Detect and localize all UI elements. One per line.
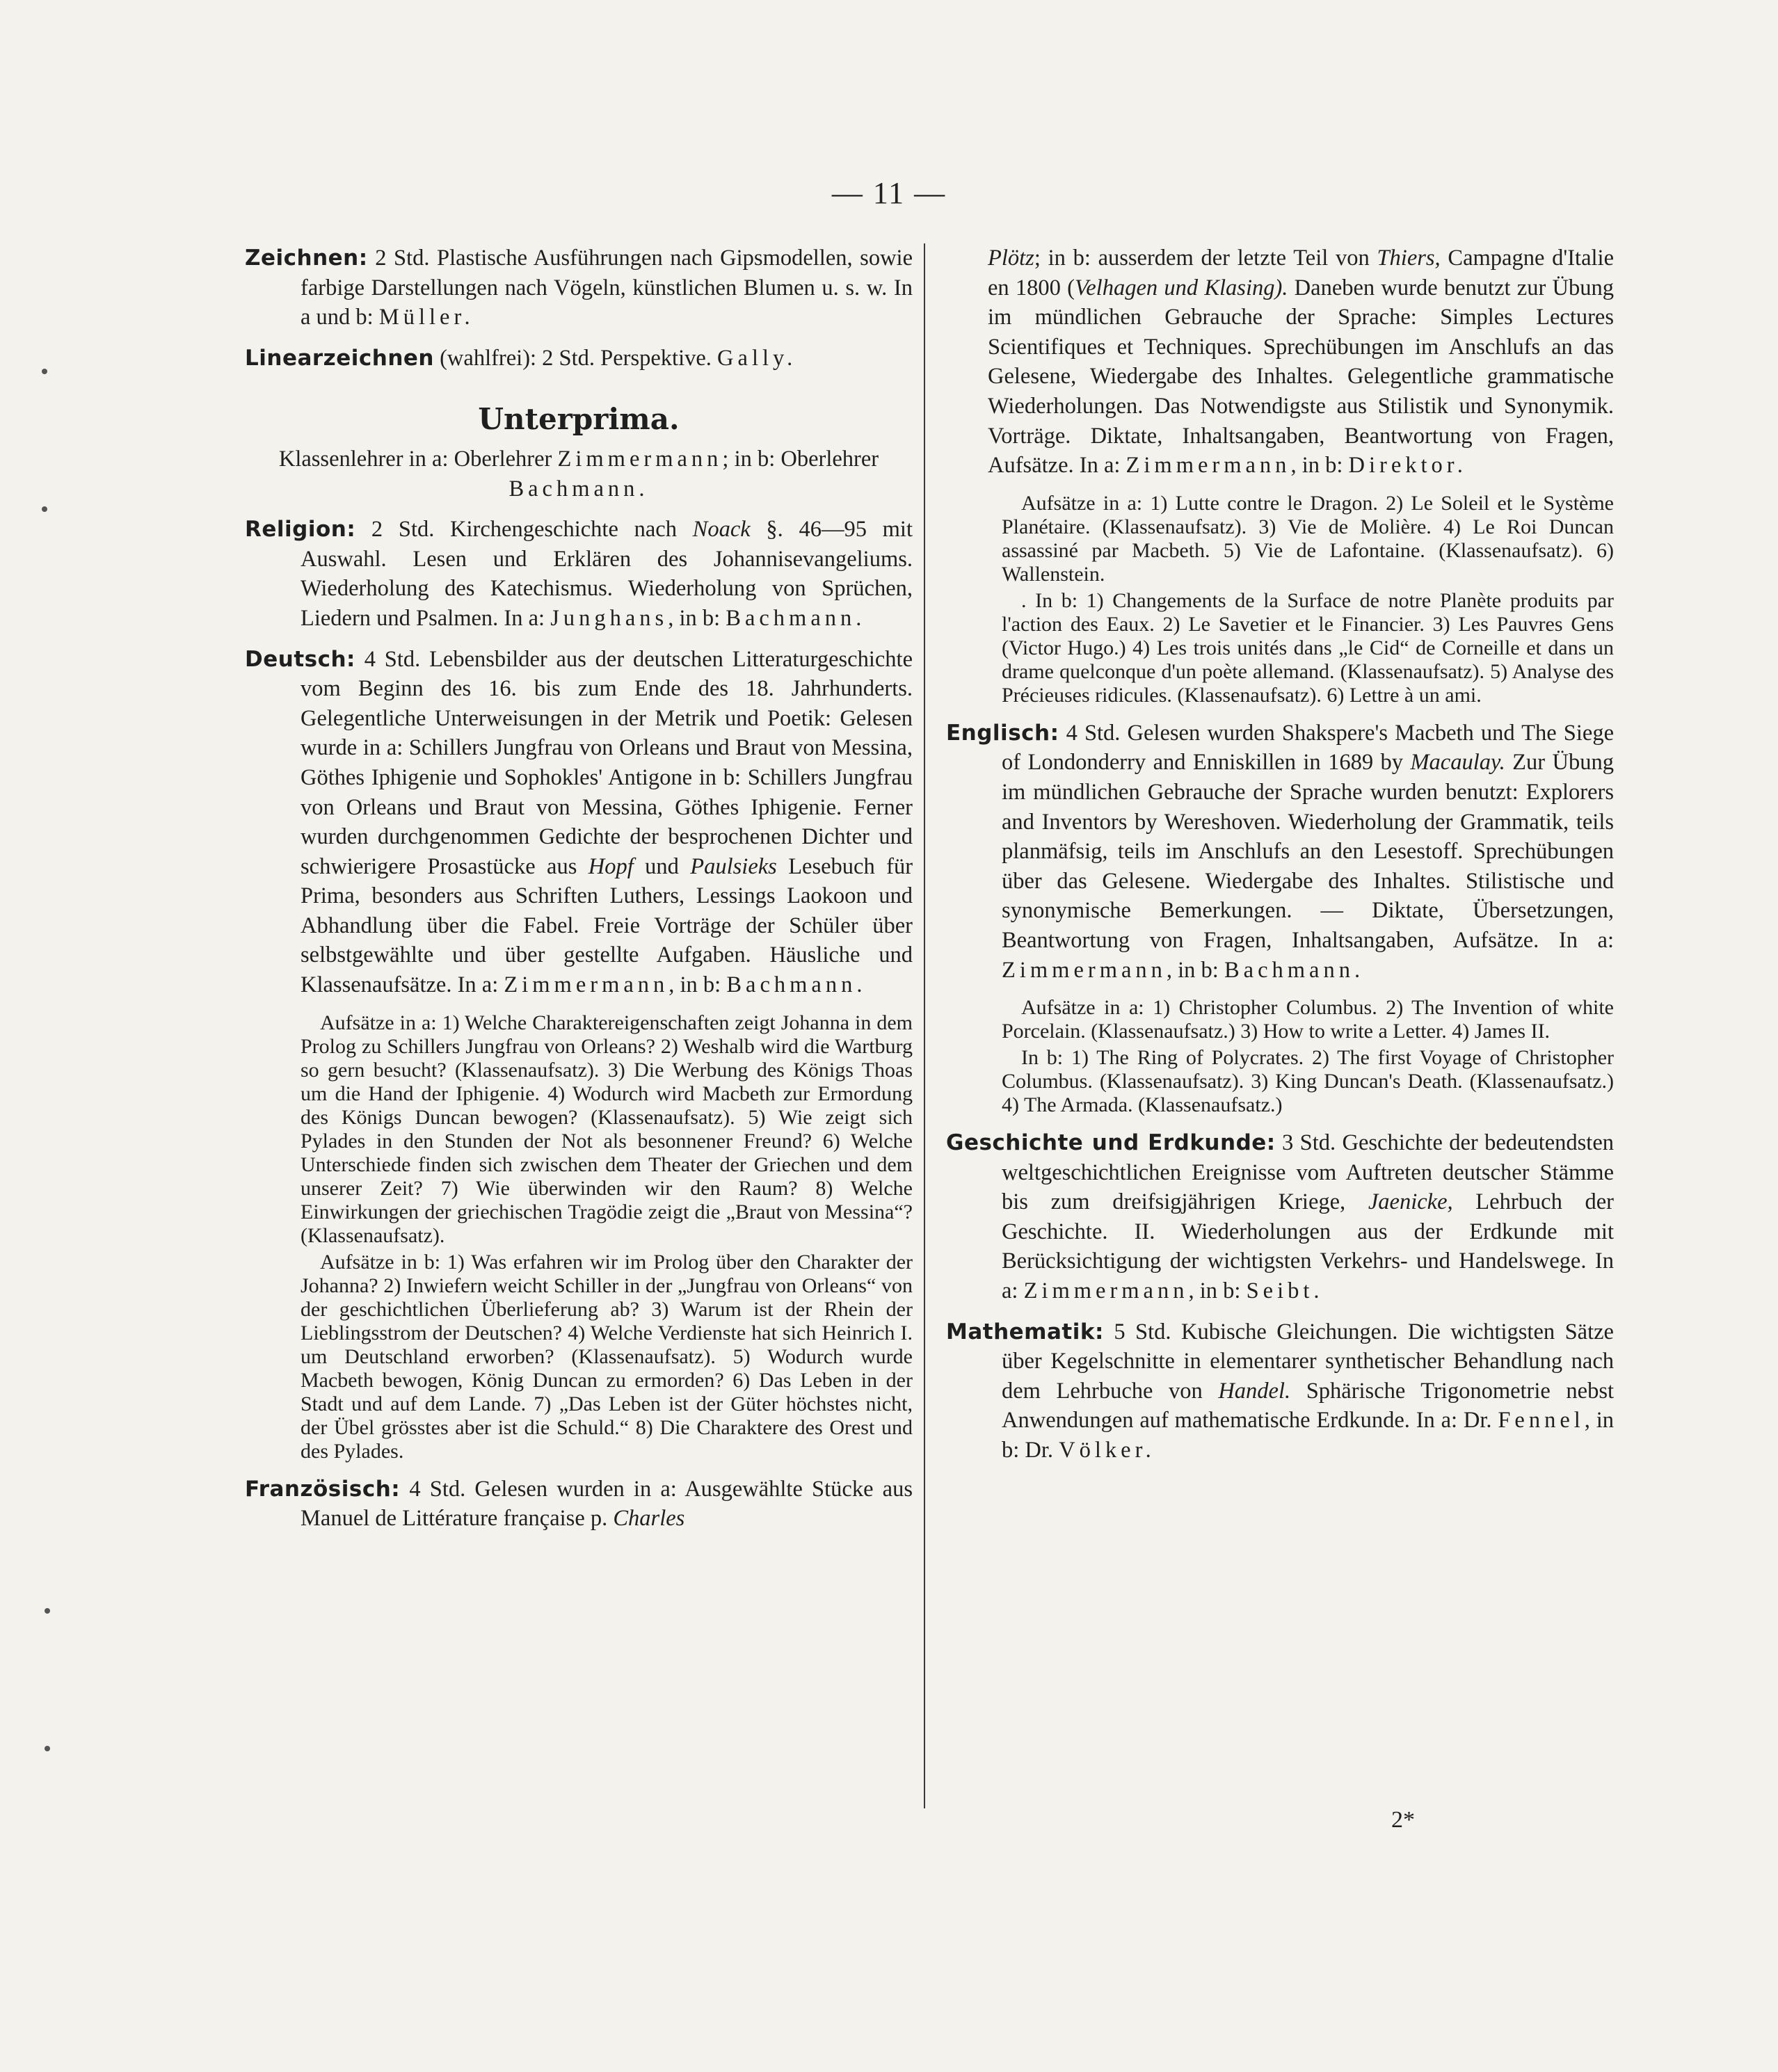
deutsch-teacher-b: Bachmann.: [726, 972, 867, 998]
mathematik-author: Handel.: [1218, 1378, 1291, 1404]
deutsch-text4: , in b:: [668, 972, 727, 998]
englisch-author: Macaulay.: [1410, 750, 1505, 776]
franzoesisch-heading: Französisch:: [245, 1476, 401, 1502]
religion-text1: 2 Std. Kirchengeschichte nach: [355, 517, 693, 543]
englisch-text1: 4 Std. Gelesen wurden Shakspere's Macbeth und The Siege of Londonderry and Enniskillen in 1689 by: [1002, 720, 1614, 776]
deutsch-text3: Lesebuch für Prima, besonders aus Schriften Luthers, Lessings Laokoon und Abhandlung über die Fabel. Freie Vorträge der Schüler über selbstgewählte und über gestellte Aufgaben. Häusliche und Klassenaufsätze. In a:: [301, 853, 913, 998]
franz-aufsaetze-a: Aufsätze in a: 1) Lutte contre le Dragon. 2) Le Soleil et le Système Planétaire. (Klassenaufsatz). 3) Vie de Molière. 4) Le Roi Duncan assassiné par Macbeth. 5) Vie de Lafontaine. (Klassenaufsatz). 6) Wallenstein.: [1002, 491, 1614, 586]
franz-aufsaetze-b: . In b: 1) Changements de la Surface de notre Planète produits par l'action des Eaux. 2) Le Savetier et le Financier. 3) Les Pauvres Gens (Victor Hugo.) 4) Les trois unités dans „le Cid“ de Corneille et dans un drame quelconque d'un poète allemand. (Klassenaufsatz). 5) Analyse des Précieuses ridicules. (Klassenaufsatz). 6) Lettre à un ami.: [1002, 588, 1614, 707]
mathematik-entry: [946, 1317, 1614, 1465]
englisch-teacher-b: Bachmann.: [1224, 957, 1365, 983]
religion-text3: , in b:: [668, 605, 726, 631]
zeichnen-entry: [245, 243, 913, 332]
left-column: [245, 243, 913, 1545]
religion-book: Noack: [692, 517, 751, 543]
geschichte-entry: [946, 1128, 1614, 1306]
geschichte-heading: Geschichte und Erdkunde:: [946, 1130, 1276, 1156]
klassenlehrer-a: Zimmermann: [557, 446, 723, 472]
franz-author-thiers: Thiers,: [1377, 246, 1441, 271]
religion-text2: §. 46—95 mit Auswahl. Lesen und Erklären des Johannisevangeliums. Wiederholung des Katechismus. Wiederholung von Sprüchen, Liedern und Psalmen. In a:: [301, 517, 913, 631]
religion-teacher-b: Bachmann.: [726, 605, 866, 631]
religion-teacher-a: Junghans: [550, 605, 668, 631]
franz-publisher: Velhagen und Klasing).: [1074, 275, 1288, 300]
deutsch-text2: und: [633, 853, 691, 879]
column-divider: [924, 243, 925, 1808]
englisch-entry: [946, 718, 1614, 985]
margin-speck: [42, 506, 47, 512]
mathematik-teacher-a: Fennel: [1498, 1408, 1585, 1433]
mathematik-text3: , in b: Dr.: [1002, 1408, 1615, 1463]
klassenlehrer-line: [245, 444, 913, 504]
franzoesisch-continuation: [946, 243, 1614, 481]
religion-entry: [245, 515, 913, 633]
deutsch-text1: 4 Std. Lebensbilder aus der deutschen Litteraturgeschichte vom Beginn des 16. bis zum Ende des 18. Jahrhunderts. Gelegentliche Unterweisungen in der Metrik und Poetik: Gelesen wurde in a: Schillers Jungfrau von Orleans und Braut von Messina, Göthes Iphigenie und Sophokles' Antigone in b: Schillers Jungfrau von Orleans und Braut von Messina, Göthes Iphigenie. Ferner wurden durchgenommen Gedichte der besprochenen Dichter und schwierigere Prosastücke aus: [301, 646, 913, 879]
englisch-heading: Englisch:: [946, 720, 1059, 746]
zeichnen-text: 2 Std. Plastische Ausführungen nach Gipsmodellen, sowie farbige Darstellungen nach Vögeln, künstlichen Blumen u. s. w. In a und b:: [301, 246, 913, 330]
franz-author-ploetz: Plötz: [988, 246, 1034, 271]
linearzeichnen-heading: Linearzeichnen: [245, 345, 434, 371]
franz-cont-text3: Daneben wurde benutzt zur Übung im mündlichen Gebrauche der Sprache: Simples Lectures Scientifiques et Techniques. Sprechübungen im Anschlufs an das Gelesene, Wiedergabe des Inhaltes. Gelegentliche grammatische Wiederholungen. Das Notwendigste aus Stilistik und Synonymik. Vorträge. Diktate, Inhaltsangaben, Beantwortung von Fragen, Aufsätze. In a:: [988, 275, 1614, 479]
deutsch-book2: Paulsieks: [690, 853, 777, 879]
geschichte-text3: , in b:: [1188, 1278, 1247, 1304]
deutsch-heading: Deutsch:: [245, 646, 355, 672]
religion-heading: Religion:: [245, 517, 356, 543]
deutsch-teacher-a: Zimmermann: [504, 972, 669, 998]
page-number: — 11 —: [831, 176, 947, 210]
zeichnen-teacher: Müller.: [378, 305, 474, 330]
margin-speck: [45, 1608, 50, 1614]
margin-speck: [42, 369, 47, 374]
franzoesisch-text1: 4 Std. Gelesen wurden in a: Ausgewählte Stücke aus Manuel de Littérature française p.: [301, 1476, 913, 1532]
geschichte-text1: 3 Std. Geschichte der bedeutendsten weltgeschichtlichen Ereignisse vom Auftreten deutscher Stämme bis zum dreifsigjährigen Kriege,: [1002, 1130, 1614, 1215]
franzoesisch-author: Charles: [613, 1506, 685, 1532]
deutsch-aufsaetze-a: Aufsätze in a: 1) Welche Charaktereigenschaften zeigt Johanna in dem Prolog zu Schillers Jungfrau von Orleans? 2) Weshalb wird die Wartburg so gern besucht? (Klassenaufsatz). 3) Die Werbung des Königs Thoas um die Hand der Iphigenie. 4) Wodurch wird Macbeth zur Ermordung des Königs Duncan bewogen? (Klassenaufsatz). 5) Wie zeigt sich Pylades in den Stunden der Not als besonnener Freund? 6) Welche Unterschiede finden sich zwischen dem Theater der Griechen und dem unserer Zeit? 7) Wie überwinden wir den Raum? 8) Welche Einwirkungen der griechischen Tragödie zeigt die „Braut von Messina“? (Klassenaufsatz).: [301, 1011, 913, 1247]
franzoesisch-entry: [245, 1475, 913, 1534]
signature-mark: 2*: [1391, 1807, 1415, 1833]
franz-teacher-a: Zimmermann: [1126, 453, 1291, 479]
klassenlehrer-b: Bachmann.: [508, 476, 649, 501]
engl-aufsaetze-b: In b: 1) The Ring of Polycrates. 2) The first Voyage of Christopher Columbus. (Klassenaufsatz). 3) King Duncan's Death. (Klassenaufsatz.) 4) The Armada. (Klassenaufsatz.): [1002, 1046, 1614, 1117]
mathematik-teacher-b: Völker.: [1059, 1438, 1155, 1463]
margin-speck: [45, 1746, 50, 1751]
section-title: Unterprima.: [478, 402, 680, 437]
franz-cont-text1: ; in b: ausserdem der letzte Teil von: [1034, 246, 1377, 271]
geschichte-author: Jaenicke,: [1368, 1189, 1453, 1215]
klassenlehrer-prefix: Klassenlehrer in a: Oberlehrer: [278, 446, 558, 472]
mathematik-heading: Mathematik:: [946, 1319, 1104, 1344]
geschichte-teacher-b: Seibt.: [1246, 1278, 1324, 1304]
franz-cont-text4: , in b:: [1290, 453, 1349, 479]
mathematik-text1: 5 Std. Kubische Gleichungen. Die wichtigsten Sätze über Kegelschnitte in elementarer synthetischer Behandlung nach dem Lehrbuche von: [1002, 1319, 1614, 1404]
deutsch-aufsaetze-b: Aufsätze in b: 1) Was erfahren wir im Prolog über den Charakter der Johanna? 2) Inwiefern weicht Schiller in der „Jungfrau von Orleans“ von der geschichtlichen Überlieferung ab? 3) Warum ist der Rhein der Lieblingsstrom der Deutschen? 4) Welche Verdienste hat sich Heinrich I. um Deutschland erworben? (Klassenaufsatz). 5) Wodurch wurde Macbeth bewogen, König Duncan zu ermorden? 6) Das Leben in der Stadt und auf dem Lande. 7) „Das Leben ist der Güter höchstes nicht, der Übel grösstes aber ist die Schuld.“ 8) Die Charaktere des Orest und des Pylades.: [301, 1250, 913, 1463]
deutsch-entry: [245, 645, 913, 1000]
englisch-text3: , in b:: [1166, 957, 1224, 983]
franz-cont-text2: Campagne d'Italie en 1800 (: [988, 246, 1614, 300]
englisch-teacher-a: Zimmermann: [1002, 957, 1167, 983]
zeichnen-heading: Zeichnen:: [245, 246, 368, 271]
engl-aufsaetze-a: Aufsätze in a: 1) Christopher Columbus. 2) The Invention of white Porcelain. (Klassenaufsatz.) 3) How to write a Letter. 4) James II.: [1002, 996, 1614, 1043]
linearzeichnen-text: (wahlfrei): 2 Std. Perspektive.: [433, 345, 718, 371]
geschichte-text2: Lehrbuch der Geschichte. II. Wiederholungen aus der Erdkunde mit Berücksichtigung der wichtigsten Verkehrs- und Handelswege. In a:: [1002, 1189, 1614, 1304]
geschichte-teacher-a: Zimmermann: [1023, 1278, 1189, 1304]
linearzeichnen-entry: [245, 344, 913, 374]
franz-teacher-b: Direktor.: [1348, 453, 1467, 479]
linearzeichnen-teacher: Gally.: [717, 345, 797, 371]
englisch-text2: Zur Übung im mündlichen Gebrauche der Sprache wurden benutzt: Explorers and Inventors by Wereshoven. Wiederholung der Grammatik, teils planmäfsig, teils im Anschlufs an den Lesestoff. Sprechübungen über das Gelesene. Wiedergabe des Inhaltes. Stilistische und synonymische Bemerkungen. — Diktate, Übersetzungen, Beantwortung von Fragen, Inhaltsangaben, Aufsätze. In a:: [1002, 750, 1614, 953]
klassenlehrer-mid: ; in b: Oberlehrer: [722, 446, 879, 472]
mathematik-text2: Sphärische Trigonometrie nebst Anwendungen auf mathematische Erdkunde. In a: Dr.: [1002, 1378, 1614, 1433]
right-column: [946, 243, 1614, 1477]
deutsch-book1: Hopf: [588, 853, 634, 879]
